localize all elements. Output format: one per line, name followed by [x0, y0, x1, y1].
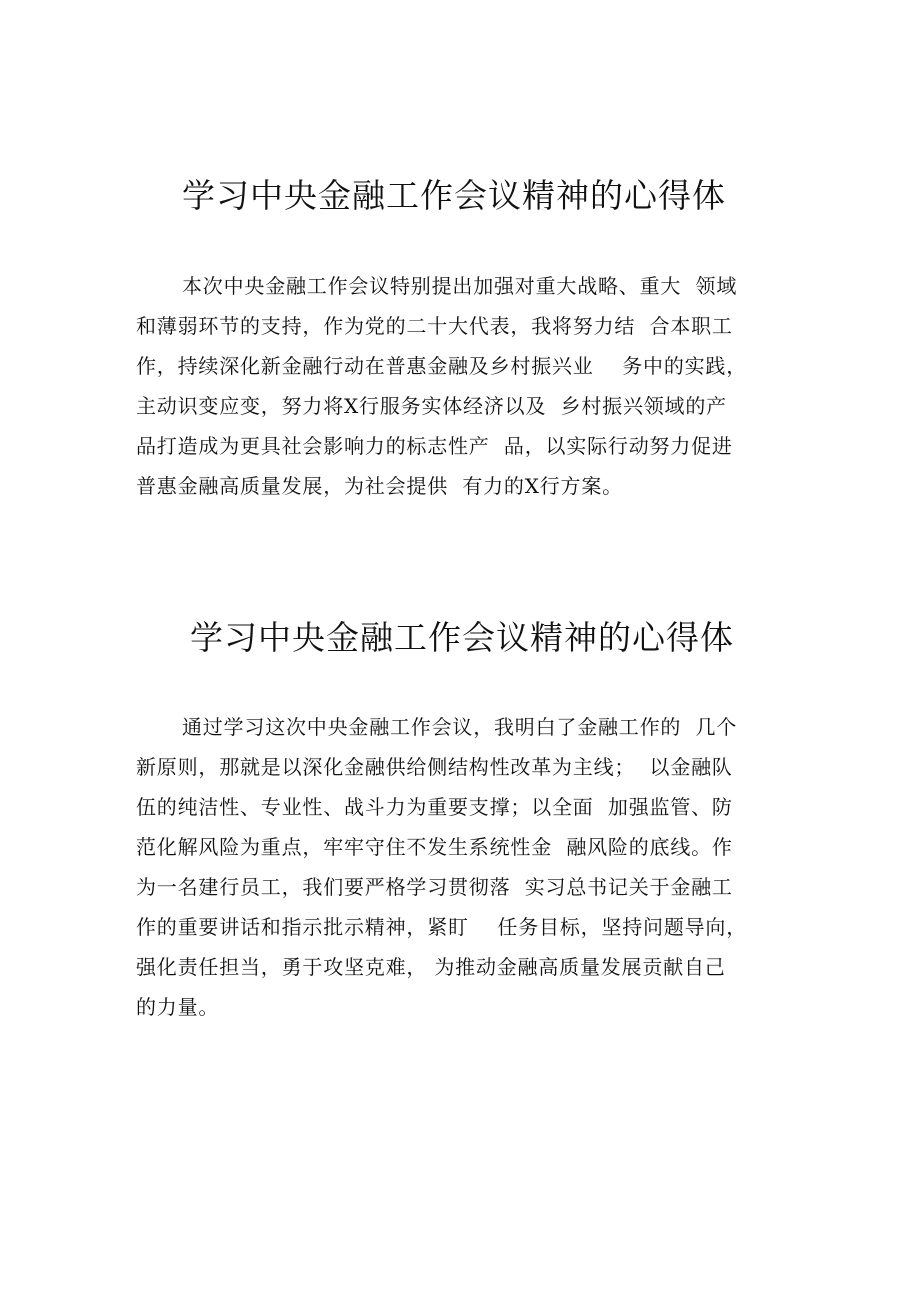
- section-paragraph: [136, 707, 796, 1027]
- section-title: 学习中央金融工作会议精神的心得体: [182, 176, 726, 215]
- paragraph-line: 作，持续深化新金融行动在普惠金融及乡村振兴业 务中的实践，: [136, 354, 748, 378]
- paragraph-line: 为一名建行员工，我们要严格学习贯彻落 实习总书记关于金融工: [136, 875, 733, 899]
- paragraph-line: 伍的纯洁性、专业性、战斗力为重要支撑；以全面 加强监管、防: [136, 795, 733, 819]
- paragraph-line: 和薄弱环节的支持，作为党的二十大代表，我将努力结 合本职工: [136, 314, 733, 338]
- section-title: 学习中央金融工作会议精神的心得体: [190, 618, 734, 657]
- paragraph-line: 普惠金融高质量发展，为社会提供 有力的X行方案。: [136, 474, 623, 498]
- section-paragraph: [136, 266, 796, 506]
- paragraph-line: 通过学习这次中央金融工作会议，我明白了金融工作的 几个: [182, 715, 738, 739]
- paragraph-line: 的力量。: [136, 995, 220, 1019]
- paragraph-line: 范化解风险为重点，牢牢守住不发生系统性金 融风险的底线。作: [136, 835, 733, 859]
- paragraph-line: 品打造成为更具社会影响力的标志性产 品，以实际行动努力促进: [136, 434, 733, 458]
- paragraph-line: 强化责任担当，勇于攻坚克难， 为推动金融高质量发展贡献自己: [136, 955, 726, 979]
- paragraph-line: 主动识变应变，努力将X行服务实体经济以及 乡村振兴领域的产: [136, 394, 727, 418]
- paragraph-line: 作的重要讲话和指示批示精神，紧盯 任务目标，坚持问题导向，: [136, 915, 748, 939]
- paragraph-line: 本次中央金融工作会议特别提出加强对重大战略、重大 领域: [182, 274, 738, 298]
- paragraph-line: 新原则，那就是以深化金融供给侧结构性改革为主线； 以金融队: [136, 755, 733, 779]
